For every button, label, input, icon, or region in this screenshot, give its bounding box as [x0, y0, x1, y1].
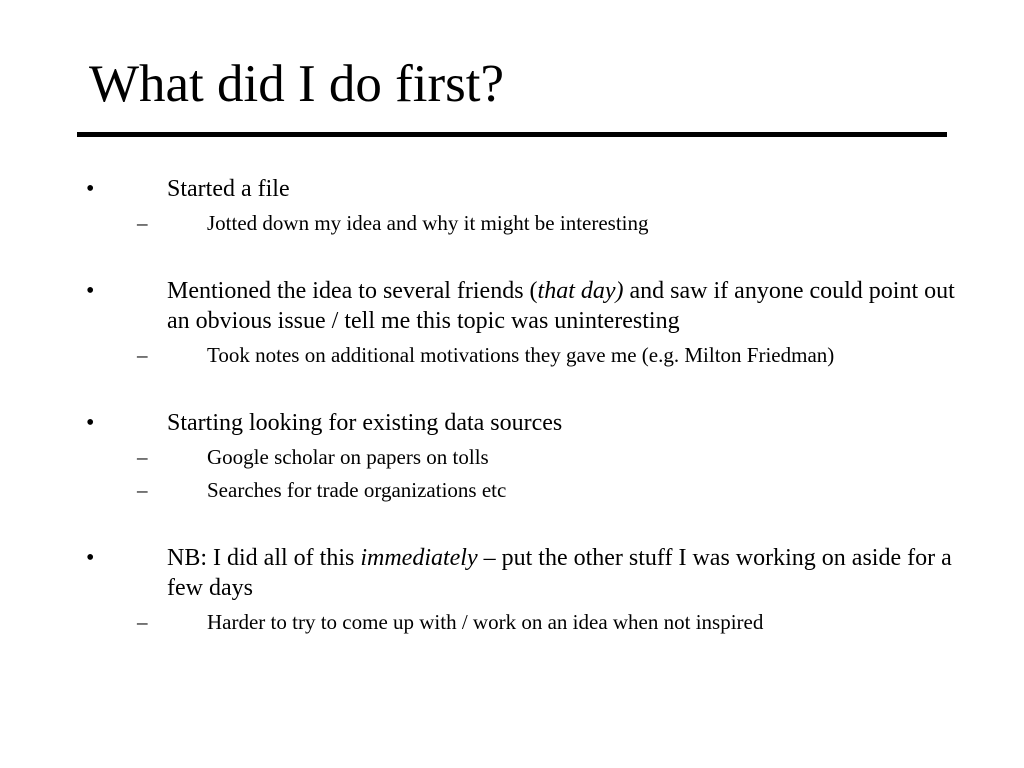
bullet-marker: •	[86, 278, 95, 304]
sub-bullet-marker: –	[137, 445, 148, 469]
bullet-item	[0, 174, 957, 204]
bullet-item	[0, 276, 957, 336]
sub-bullet-marker: –	[137, 478, 148, 502]
bullet-text-emphasis: that day)	[537, 278, 624, 304]
bullet-marker: •	[86, 545, 95, 571]
bullet-list	[0, 174, 1024, 636]
sub-bullet-text: Took notes on additional motivations they gave me (e.g. Milton Friedman)	[207, 343, 835, 367]
slide-title: What did I do first?	[89, 55, 505, 113]
sub-bullet-marker: –	[137, 211, 148, 235]
bullet-item	[0, 543, 957, 603]
sub-bullet-text: Google scholar on papers on tolls	[207, 445, 489, 469]
bullet-text: Started a file	[167, 176, 290, 202]
sub-bullet-marker: –	[137, 610, 148, 634]
bullet-marker: •	[86, 410, 95, 436]
bullet-text	[167, 545, 952, 601]
sub-bullet-marker: –	[137, 343, 148, 367]
bullet-text-part: and saw if anyone could point out an obvious issue / tell me this topic was uninteresting	[167, 278, 955, 334]
sub-bullet-text: Searches for trade organizations etc	[207, 478, 507, 502]
sub-bullet-item	[0, 476, 897, 504]
bullet-text-part: Mentioned the idea to several friends (	[167, 278, 538, 304]
sub-bullet-item	[0, 341, 897, 369]
sub-bullet-text: Harder to try to come up with / work on an idea when not inspired	[207, 610, 764, 634]
title-divider	[77, 132, 947, 137]
bullet-text-part: NB: I did all of this	[167, 545, 361, 571]
bullet-text-part: – put the other stuff I was working on aside for a few days	[167, 545, 952, 601]
sub-bullet-item	[0, 209, 897, 237]
bullet-text	[167, 278, 955, 334]
bullet-marker: •	[86, 176, 95, 202]
sub-bullet-item	[0, 443, 897, 471]
sub-bullet-item	[0, 608, 897, 636]
bullet-text-emphasis: immediately	[360, 545, 478, 571]
bullet-text: Starting looking for existing data sources	[167, 410, 563, 436]
bullet-item	[0, 408, 957, 438]
sub-bullet-text: Jotted down my idea and why it might be interesting	[207, 211, 649, 235]
